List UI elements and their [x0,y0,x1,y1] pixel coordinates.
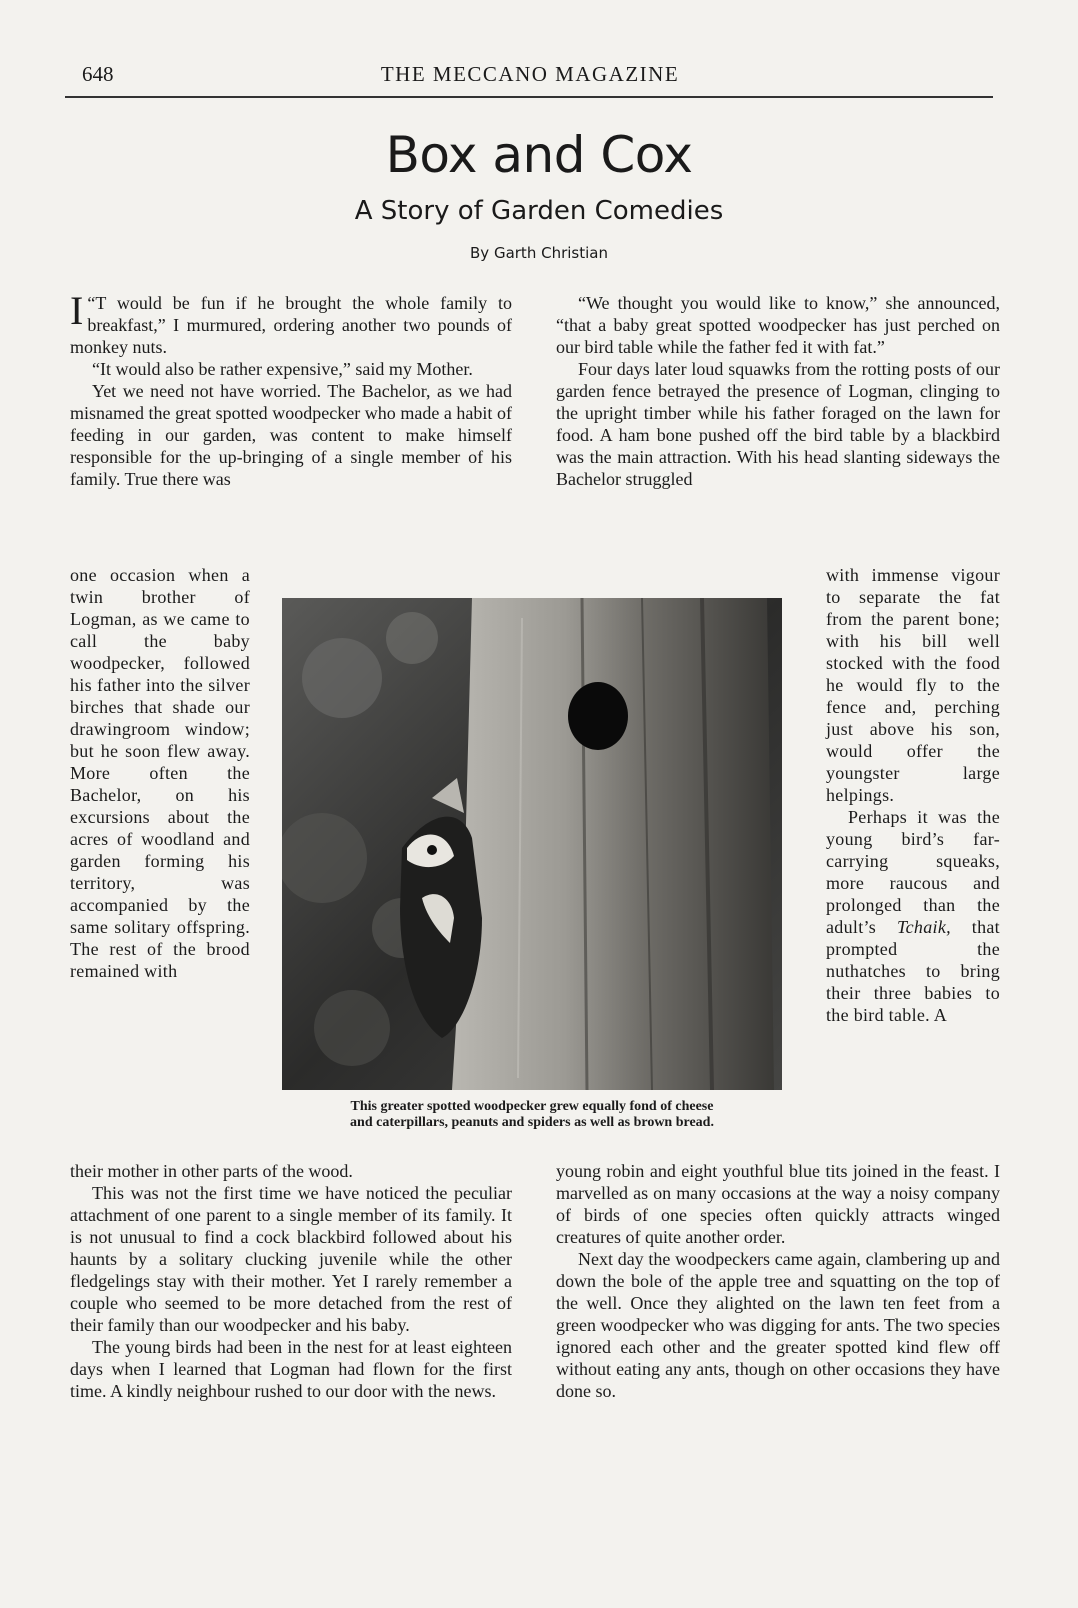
article-byline: By Garth Christian [470,244,608,262]
paragraph: Yet we need not have worried. The Bachelor, as we had misnamed the great spotted woodpecker who made a habit of feeding in our garden, was content to make himself responsible for the up-bringing of a single member of his family. True there was [70,381,512,489]
caption-line: This greater spotted woodpecker grew equally fond of cheese [350,1099,714,1114]
woodpecker-photo [282,598,782,1090]
paragraph-wrap: with immense vigour to separate the fat from the parent bone; with his bill well stocked with the food he would fly to the fence and, perching just above his son, would offer the youngster large helpings. [826,565,1000,805]
left-column-wrap [70,564,250,982]
open-quote: “ [87,293,96,313]
text: that prompted the nuthatches to bring their three babies to the bird table. A [826,917,1000,1025]
drop-cap: I [70,288,84,333]
paragraph: The young birds had been in the nest for at least eighteen days when I learned that Logman had flown for the first time. A kindly neighbour rushed to our door with the news. [70,1337,512,1401]
right-column-wrap [826,564,1000,1026]
paragraph-continued: their mother in other parts of the wood. [70,1161,353,1181]
paragraph-text: T would be fun if he brought the whole family to breakfast,” I murmured, ordering another two pounds of monkey nuts. [70,293,512,357]
magazine-title: THE MECCANO MAGAZINE [380,62,680,86]
italic-call: Tchaik, [896,917,951,937]
article-title: Box and Cox [385,126,693,184]
paragraph [70,288,512,358]
running-head [70,62,990,92]
paragraph: “We thought you would like to know,” she announced, “that a baby great spotted woodpecker has just perched on our bird table while the father fed it with fat.” [556,293,1000,357]
right-column-bottom [556,1160,1000,1402]
paragraph-continued: young robin and eight youthful blue tits joined in the feast. I marvelled as on many occasions at the way a noisy company of birds of one species often quickly attracts winged creatures of quite another order. [556,1161,1000,1247]
paragraph: This was not the first time we have noticed the peculiar attachment of one parent to a single member of its family. It is not unusual to find a cock blackbird followed about his haunts by a solitary clucking juvenile while the other fledgelings stay with their mother. Yet I rarely remember a couple who seemed to be more detached from the rest of their family than our woodpecker and his baby. [70,1183,512,1335]
page-number: 648 [82,62,114,86]
text: Perhaps it was the young bird’s far-carrying squeaks, more raucous and prolonged than the adult’s [826,807,1000,937]
paragraph-wrap [826,806,1000,1026]
paragraph: Next day the woodpeckers came again, clambering up and down the bole of the apple tree and squatting on the top of the well. Once they alighted on the lawn ten feet from a green woodpecker who was digging for ants. The two species ignored each other and the greater spotted kind flew off without eating any ants, though on other occasions they have done so. [556,1249,1000,1401]
photo-caption [260,1099,804,1131]
left-column-top [70,288,512,490]
caption-line: and caterpillars, peanuts and spiders as well as brown bread. [350,1115,714,1130]
paragraph: “It would also be rather expensive,” said my Mother. [92,359,473,379]
paragraph-wrap: one occasion when a twin brother of Logman, as we came to call the baby woodpecker, followed his father into the silver birches that shade our drawingroom window; but he soon flew away. More often the Bachelor, on his excursions about the acres of woodland and garden forming his territory, was accompanied by the same solitary offspring. The rest of the brood remained with [70,565,250,981]
header-rule [65,96,993,98]
left-column-bottom [70,1160,512,1402]
right-column-top [556,292,1000,490]
article-subtitle: A Story of Garden Comedies [354,196,724,226]
paragraph: Four days later loud squawks from the rotting posts of our garden fence betrayed the presence of Logman, clinging to the upright timber while his father foraged on the lawn for food. A ham bone pushed off the bird table by a blackbird was the main attraction. With his head slanting sideways the Bachelor struggled [556,359,1000,489]
